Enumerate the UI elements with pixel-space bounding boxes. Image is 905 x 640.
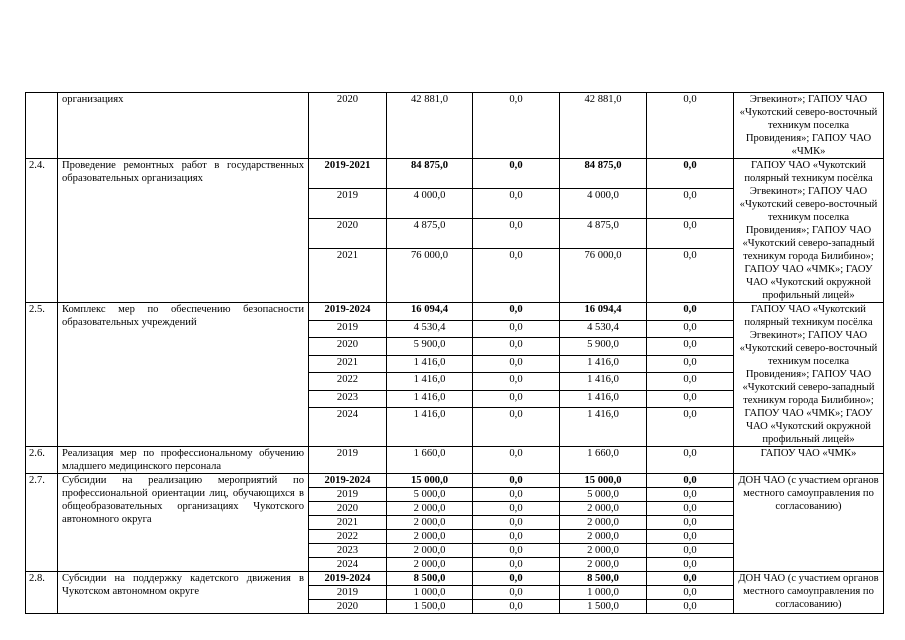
regional-budget-cell: 2 000,0 [560,558,647,572]
total-amount-cell: 2 000,0 [387,516,473,530]
period-cell: 2024 [309,408,387,447]
other-sources-cell: 0,0 [647,159,734,189]
other-sources-cell: 0,0 [647,408,734,447]
period-cell: 2019 [309,488,387,502]
other-sources-cell: 0,0 [647,320,734,338]
total-amount-cell: 1 000,0 [387,586,473,600]
executor-cell: ГАПОУ ЧАО «Чукотский полярный техникум посёлка Эгвекинот»; ГАПОУ ЧАО «Чукотский северо-восточный техникум поселка Провидения»; ГАПОУ ЧАО «Чукотский северо-западный техникум города Билибино»; ГАПОУ ЧАО «ЧМК»; ГАОУ ЧАО «Чукотский окружной профильный лицей» [734,159,884,303]
period-cell: 2019 [309,586,387,600]
other-sources-cell: 0,0 [647,544,734,558]
regional-budget-cell: 8 500,0 [560,572,647,586]
total-amount-cell: 2 000,0 [387,502,473,516]
federal-budget-cell: 0,0 [473,355,560,373]
period-cell: 2020 [309,338,387,356]
period-cell: 2022 [309,373,387,391]
federal-budget-cell: 0,0 [473,390,560,408]
program-table [25,92,884,614]
federal-budget-cell: 0,0 [473,249,560,303]
table-row [26,93,884,159]
federal-budget-cell: 0,0 [473,189,560,219]
total-amount-cell: 2 000,0 [387,558,473,572]
table-row [26,572,884,586]
regional-budget-cell: 2 000,0 [560,516,647,530]
item-number: 2.6. [26,447,58,474]
item-name: Субсидии на реализацию мероприятий по профессиональной ориентации лиц, обучающихся в общеобразовательных организациях Чукотского автономного округа [58,474,309,572]
total-amount-cell: 15 000,0 [387,474,473,488]
regional-budget-cell: 16 094,4 [560,303,647,321]
federal-budget-cell: 0,0 [473,219,560,249]
other-sources-cell: 0,0 [647,93,734,159]
total-amount-cell: 4 000,0 [387,189,473,219]
total-amount-cell: 16 094,4 [387,303,473,321]
other-sources-cell: 0,0 [647,219,734,249]
federal-budget-cell: 0,0 [473,558,560,572]
item-name: Комплекс мер по обеспечению безопасности образовательных учреждений [58,303,309,447]
regional-budget-cell: 1 416,0 [560,390,647,408]
other-sources-cell: 0,0 [647,474,734,488]
regional-budget-cell: 2 000,0 [560,544,647,558]
item-number: 2.8. [26,572,58,614]
period-cell: 2023 [309,544,387,558]
executor-cell: ДОН ЧАО (с участием органов местного самоуправления по согласованию) [734,572,884,614]
period-cell: 2021 [309,249,387,303]
other-sources-cell: 0,0 [647,516,734,530]
regional-budget-cell: 1 416,0 [560,355,647,373]
period-cell: 2021 [309,355,387,373]
federal-budget-cell: 0,0 [473,373,560,391]
federal-budget-cell: 0,0 [473,502,560,516]
total-amount-cell: 5 900,0 [387,338,473,356]
table-row [26,303,884,321]
regional-budget-cell: 42 881,0 [560,93,647,159]
regional-budget-cell: 1 660,0 [560,447,647,474]
federal-budget-cell: 0,0 [473,586,560,600]
other-sources-cell: 0,0 [647,373,734,391]
item-name: организациях [58,93,309,159]
federal-budget-cell: 0,0 [473,516,560,530]
item-name: Реализация мер по профессиональному обучению младшего медицинского персонала [58,447,309,474]
total-amount-cell: 1 416,0 [387,373,473,391]
federal-budget-cell: 0,0 [473,530,560,544]
period-cell: 2019-2021 [309,159,387,189]
other-sources-cell: 0,0 [647,390,734,408]
regional-budget-cell: 15 000,0 [560,474,647,488]
federal-budget-cell: 0,0 [473,544,560,558]
total-amount-cell: 2 000,0 [387,530,473,544]
table-row [26,159,884,189]
federal-budget-cell: 0,0 [473,338,560,356]
total-amount-cell: 8 500,0 [387,572,473,586]
total-amount-cell: 4 530,4 [387,320,473,338]
item-name: Проведение ремонтных работ в государственных образовательных организациях [58,159,309,303]
federal-budget-cell: 0,0 [473,159,560,189]
other-sources-cell: 0,0 [647,502,734,516]
federal-budget-cell: 0,0 [473,303,560,321]
total-amount-cell: 2 000,0 [387,544,473,558]
federal-budget-cell: 0,0 [473,572,560,586]
federal-budget-cell: 0,0 [473,447,560,474]
other-sources-cell: 0,0 [647,530,734,544]
executor-cell: Эгвекинот»; ГАПОУ ЧАО «Чукотский северо-восточный техникум поселка Провидения»; ГАПОУ ЧАО «ЧМК» [734,93,884,159]
other-sources-cell: 0,0 [647,572,734,586]
item-number [26,93,58,159]
total-amount-cell: 4 875,0 [387,219,473,249]
total-amount-cell: 1 416,0 [387,408,473,447]
period-cell: 2022 [309,530,387,544]
regional-budget-cell: 1 500,0 [560,600,647,614]
federal-budget-cell: 0,0 [473,320,560,338]
table-row [26,474,884,488]
other-sources-cell: 0,0 [647,586,734,600]
total-amount-cell: 1 416,0 [387,390,473,408]
period-cell: 2019-2024 [309,474,387,488]
other-sources-cell: 0,0 [647,303,734,321]
total-amount-cell: 1 500,0 [387,600,473,614]
period-cell: 2019 [309,320,387,338]
regional-budget-cell: 4 530,4 [560,320,647,338]
other-sources-cell: 0,0 [647,488,734,502]
regional-budget-cell: 2 000,0 [560,530,647,544]
federal-budget-cell: 0,0 [473,408,560,447]
other-sources-cell: 0,0 [647,355,734,373]
table-body [26,93,884,614]
period-cell: 2020 [309,219,387,249]
total-amount-cell: 42 881,0 [387,93,473,159]
regional-budget-cell: 5 000,0 [560,488,647,502]
period-cell: 2019 [309,189,387,219]
period-cell: 2019-2024 [309,303,387,321]
total-amount-cell: 1 660,0 [387,447,473,474]
other-sources-cell: 0,0 [647,447,734,474]
total-amount-cell: 5 000,0 [387,488,473,502]
item-number: 2.4. [26,159,58,303]
period-cell: 2020 [309,502,387,516]
regional-budget-cell: 5 900,0 [560,338,647,356]
federal-budget-cell: 0,0 [473,488,560,502]
executor-cell: ГАПОУ ЧАО «ЧМК» [734,447,884,474]
total-amount-cell: 76 000,0 [387,249,473,303]
other-sources-cell: 0,0 [647,338,734,356]
item-number: 2.7. [26,474,58,572]
executor-cell: ДОН ЧАО (с участием органов местного самоуправления по согласованию) [734,474,884,572]
federal-budget-cell: 0,0 [473,93,560,159]
executor-cell: ГАПОУ ЧАО «Чукотский полярный техникум посёлка Эгвекинот»; ГАПОУ ЧАО «Чукотский северо-восточный техникум поселка Провидения»; ГАПОУ ЧАО «Чукотский северо-западный техникум города Билибино»; ГАПОУ ЧАО «ЧМК»; ГАОУ ЧАО «Чукотский окружной профильный лицей» [734,303,884,447]
period-cell: 2021 [309,516,387,530]
regional-budget-cell: 1 416,0 [560,373,647,391]
other-sources-cell: 0,0 [647,189,734,219]
regional-budget-cell: 84 875,0 [560,159,647,189]
other-sources-cell: 0,0 [647,249,734,303]
regional-budget-cell: 4 000,0 [560,189,647,219]
period-cell: 2019-2024 [309,572,387,586]
total-amount-cell: 1 416,0 [387,355,473,373]
item-name: Субсидии на поддержку кадетского движения в Чукотском автономном округе [58,572,309,614]
period-cell: 2020 [309,93,387,159]
total-amount-cell: 84 875,0 [387,159,473,189]
regional-budget-cell: 1 416,0 [560,408,647,447]
regional-budget-cell: 4 875,0 [560,219,647,249]
period-cell: 2020 [309,600,387,614]
other-sources-cell: 0,0 [647,600,734,614]
period-cell: 2019 [309,447,387,474]
federal-budget-cell: 0,0 [473,600,560,614]
other-sources-cell: 0,0 [647,558,734,572]
period-cell: 2023 [309,390,387,408]
period-cell: 2024 [309,558,387,572]
regional-budget-cell: 2 000,0 [560,502,647,516]
regional-budget-cell: 76 000,0 [560,249,647,303]
table-row [26,447,884,474]
regional-budget-cell: 1 000,0 [560,586,647,600]
item-number: 2.5. [26,303,58,447]
federal-budget-cell: 0,0 [473,474,560,488]
